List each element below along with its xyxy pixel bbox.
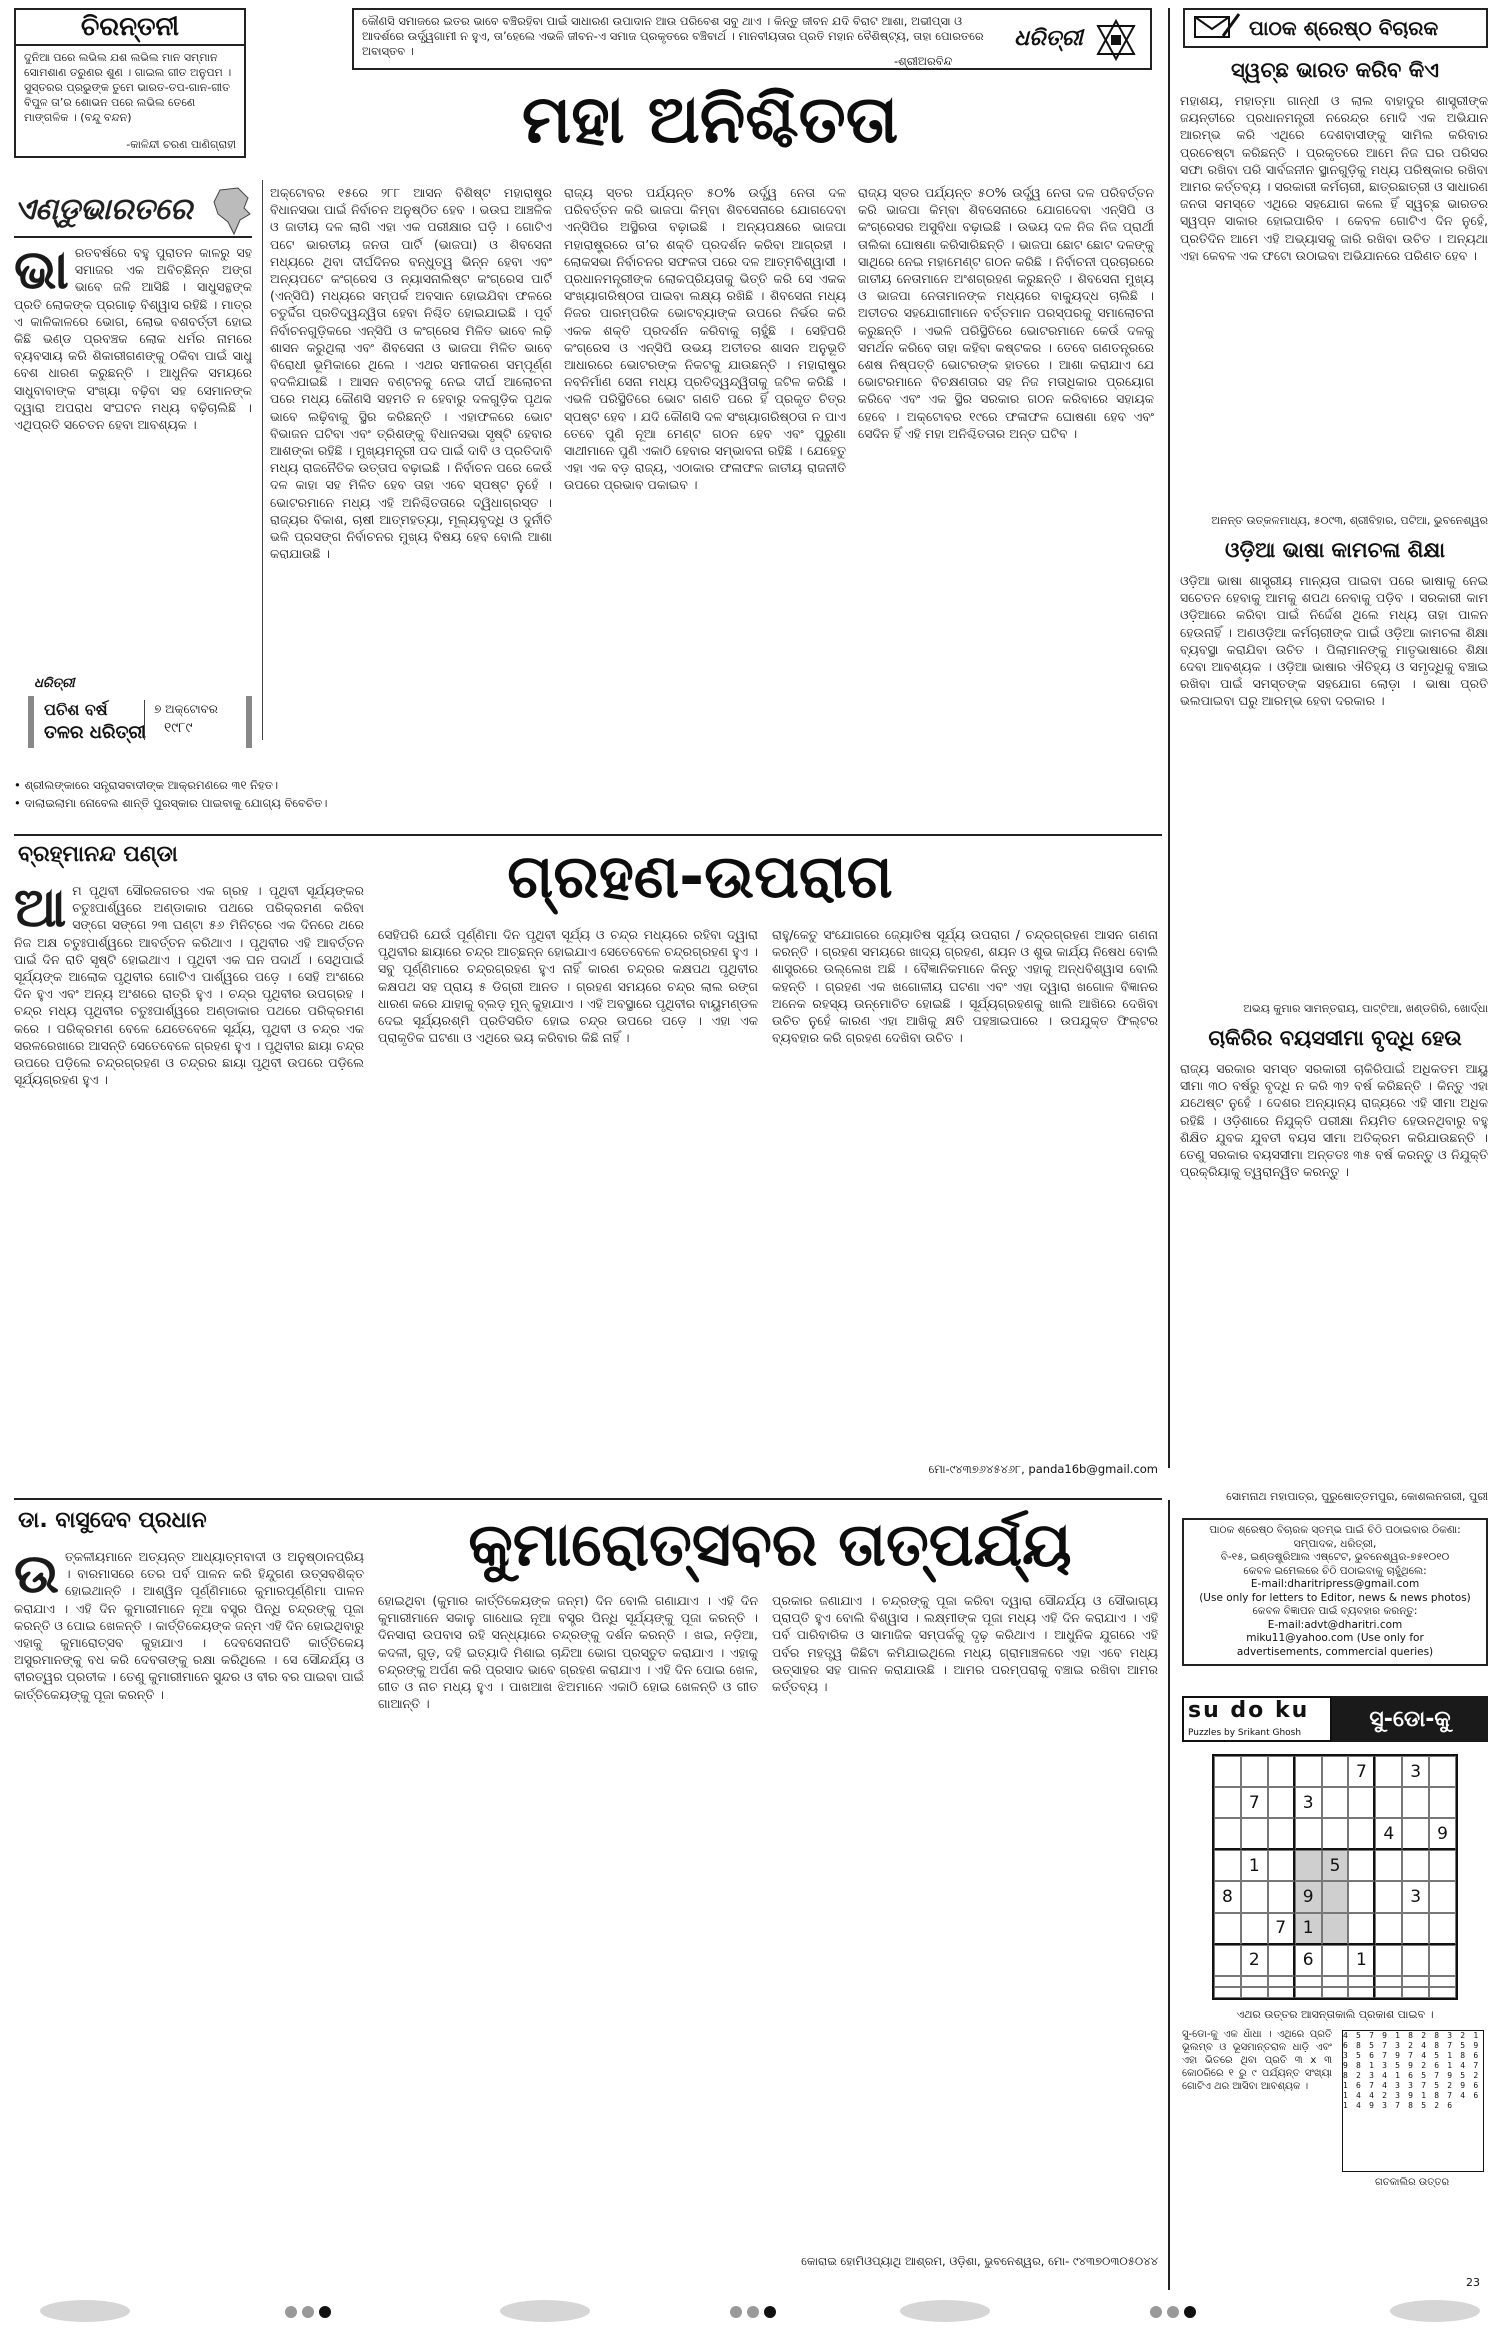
sudoku-answer-caption: ଗତକାଲିର ଉତ୍ତର — [1374, 2177, 1450, 2188]
column-divider — [262, 180, 263, 740]
contact-email[interactable]: E-mail:dharitripress@gmail.com — [1250, 1578, 1420, 1590]
sudoku-cell[interactable] — [1402, 1818, 1429, 1850]
sudoku-cell[interactable] — [1348, 1913, 1375, 1945]
sudoku-cell[interactable]: 8 — [1214, 1881, 1241, 1912]
sudoku-cell[interactable] — [1348, 1976, 1375, 1987]
section-rule — [14, 834, 1162, 836]
dharitri-25yrs-date: ୭ ଅକ୍ଟୋବର — [154, 702, 218, 716]
sudoku-cell[interactable]: 9 — [1295, 1881, 1322, 1912]
sudoku-cell[interactable] — [1268, 1756, 1295, 1787]
letter-3-author: ସୋମନାଥ ମହାପାତ୍ର, ପୁରୁଷୋତ୍ତମପୁର, କୋଶଲନଗରୀ, ପୁରୀ — [1226, 1490, 1488, 1503]
readers-box-header — [1183, 8, 1488, 48]
quote-text: କୌଣସି ସମାଜରେ ଇତର ଭାବେ ବଞ୍ଚିରହିବା ପାଇଁ ସାଧାରଣ ଉପାଦାନ ଆଉ ପରିବେଶ ସବୁ ଥାଏ । କିନ୍ତୁ ଜୀବନ ଯଦି ବିରାଟ ଆଶା, ଅଭୀପ୍ସା ଓ ଆଦର୍ଶରେ ଉର୍ଦ୍ଧ୍ୱଗାମୀ ନ ହୁଏ, ତା’ହେଲେ ଏଭଳି ଜୀବନ-ଏ ସମାଜ ପ୍ରକୃତରେ ବଞ୍ଚିବାର୍ଥ । ମାନବୀୟତାର ପ୍ରତି ମହାନ ବୈଶିଷ୍ଟ୍ୟ, ତାହା ପୋରତରେ ଅବାସ୍ତବ । — [362, 14, 984, 58]
sudoku-cell[interactable] — [1268, 1987, 1295, 1998]
sudoku-cell[interactable] — [1241, 1881, 1268, 1912]
footer-oval-decor — [500, 2300, 590, 2322]
sudoku-cell[interactable] — [1429, 1976, 1456, 1987]
grahan-column-1 — [14, 882, 364, 1482]
letter-2-body: ଓଡ଼ିଆ ଭାଷା ଶାସ୍ତ୍ରୀୟ ମାନ୍ୟତା ପାଇବା ପରେ ଭାଷାକୁ ନେଇ ସଚେତନ ହେବାକୁ ଆମକୁ ଶପଥ ନେବାକୁ ପଡ଼ିବ । ସରକାରୀ କାମ ଓଡ଼ିଆରେ କରିବା ପାଇଁ ନିର୍ଦ୍ଦେଶ ଥିଲେ ମଧ୍ୟ ତାହା ପାଳନ ହେଉନାହିଁ । ଅଣଓଡ଼ିଆ କର୍ମଚାରୀଙ୍କ ପାଇଁ ଓଡ଼ିଆ କାମଚଳା ଶିକ୍ଷା ବ୍ୟବସ୍ଥା କରାଯିବା ଉଚିତ । ପିଲାମାନଙ୍କୁ ମାତୃଭାଷାରେ ଶିକ୍ଷା ଦେବା ଆବଶ୍ୟକ । ଓଡ଼ିଆ ଭାଷାର ଐତିହ୍ୟ ଓ ସମୃଦ୍ଧିକୁ ବଞ୍ଚାଇ ରଖିବା ପାଇଁ ସମସ୍ତଙ୍କ ସହଯୋଗ ଲୋଡ଼ା । ଭାଷା ପ୍ରତି ଭଲପାଇବା ଘରୁ ଆରମ୍ଭ ହେବା ଦରକାର । — [1180, 573, 1488, 709]
sudoku-cell[interactable] — [1295, 1818, 1322, 1850]
letter-2-title: ଓଡ଼ିଆ ଭାଷା କାମଚଳା ଶିକ୍ଷା — [1224, 538, 1446, 562]
sudoku-cell[interactable]: 5 — [1322, 1850, 1349, 1881]
sudoku-cell[interactable] — [1429, 1756, 1456, 1787]
sudoku-cell[interactable]: 7 — [1241, 1787, 1268, 1818]
footer-dot-icon — [319, 2306, 331, 2318]
sudoku-cell[interactable]: 2 — [1241, 1945, 1268, 1976]
chirantani-poem: ଦୁନିଆ ପରେ ଲଭିଲ ଯଶ ଲଭିଲ ମାନ ସମ୍ମାନ ସୋମଶାଣ ତରୁଣର ଶୁଣ । ଗାଇଲ ଗୀତ ଅନୁପମ । ସୁସ୍ତରର ପ୍ରଭୁଙ୍କ ତୁମେ ଭାରତ-ତପ-ଗାନ-ଗୀତ ବିପୁଳ ତା’ର ଶୋଭନ ପରେ ଲଭିଲ ତେଣେ ମାଙ୍ଗଳିକ । (ବନ୍ଦୁ ବନ୍ଦନ) — [24, 51, 232, 124]
letter-1-body: ମହାଶୟ, ମହାତ୍ମା ଗାନ୍ଧୀ ଓ ଲାଲ ବାହାଦୁର ଶାସ୍ତ୍ରୀଙ୍କ ଜୟନ୍ତୀରେ ପ୍ରଧାନମନ୍ତ୍ରୀ ନରେନ୍ଦ୍ର ମୋଦି ଏକ ଅଭିଯାନ ଆରମ୍ଭ କରି ଏଥିରେ ଦେଶବାସୀଙ୍କୁ ସାମିଲ କରିବାର ପ୍ରଚେଷ୍ଟା କରିଛନ୍ତି । ପ୍ରକୃତରେ ଆମେ ନିଜ ଘର ପରିସର ସଫା ରଖିବା ପରି ସାର୍ବଜନୀନ ସ୍ଥାନଗୁଡ଼ିକୁ ମଧ୍ୟ ପରିଷ୍କାର ରଖିବା ଆମର କର୍ତ୍ତବ୍ୟ । ସରକାରୀ କର୍ମଚାରୀ, ଛାତ୍ରଛାତ୍ରୀ ଓ ସାଧାରଣ ଜନତା ସମସ୍ତେ ଏଥିରେ ସହଯୋଗ କଲେ ହିଁ ସ୍ୱଚ୍ଛ ଭାରତର ସ୍ୱପ୍ନ ସାକାର ହୋଇପାରିବ । କେବଳ ଗୋଟିଏ ଦିନ ନୁହେଁ, ପ୍ରତିଦିନ ଆମେ ଏହି ଅଭ୍ୟାସକୁ ଜାରି ରଖିବା ଉଚିତ । ଅନ୍ୟଥା ଏହା କେବଳ ଏକ ଫଟୋ ଉଠାଇବା ଅଭିଯାନରେ ପରିଣତ ହେବ । — [1180, 93, 1488, 263]
sudoku-cell[interactable] — [1295, 1756, 1322, 1787]
news-bullet-text: ଶ୍ରୀଲଙ୍କାରେ ସନ୍ତ୍ରାସବାଦୀଙ୍କ ଆକ୍ରମଣରେ ୩୧ ନିହତ। — [24, 778, 279, 792]
sudoku-cell[interactable] — [1375, 1850, 1402, 1881]
star-emblem-icon — [1094, 18, 1138, 62]
sudoku-cell[interactable] — [1268, 1787, 1295, 1818]
kumara-headline: କୁମାରୋତ୍ସବର ତାତ୍ପର୍ଯ୍ୟ — [468, 1510, 1072, 1580]
sudoku-cell[interactable]: 1 — [1295, 1913, 1322, 1945]
sudoku-rules: ସୁ-ଡୋ-କୁ ଏକ ଧାଁଧା । ଏଥିରେ ପ୍ରତି ଭୂଲମ୍ବ ଓ ଭୂସମାନ୍ତରାଳ ଧାଡ଼ି ଏବଂ ଏହା ଭିତରେ ଥିବା ପ୍ରତି ୩ x ୩ କୋଠରିରେ ୧ ରୁ ୯ ପର୍ଯ୍ୟନ୍ତ ସଂଖ୍ୟା ଗୋଟିଏ ଥର ଆସିବା ଆବଶ୍ୟକ । — [1182, 2029, 1332, 2092]
main-headline: ମହା ଅନିଶ୍ଚିତତା — [521, 81, 899, 158]
contact-line: କେବଳ ବିଜ୍ଞାପନ ପାଇଁ ବ୍ୟବହାର କରନ୍ତୁ: — [1252, 1605, 1418, 1617]
sudoku-cell[interactable]: 6 — [1295, 1945, 1322, 1976]
kumara-author: ଡା. ବାସୁଦେବ ପ୍ରଧାନ — [18, 1508, 207, 1533]
contact-line: ପାଠକ ଶ୍ରେଷ୍ଠ ବିଚାରକ ସ୍ତମ୍ଭ ପାଇଁ ଚିଠି ପଠାଇବାର ଠିକଣା: — [1209, 1524, 1461, 1536]
kumara-column-1 — [14, 1548, 364, 2268]
sudoku-cell[interactable] — [1295, 1987, 1322, 1998]
sudoku-cell[interactable] — [1268, 1945, 1295, 1976]
grahan-contact: ମୋ-୯୪୩୭୬୪୫୪୬୮, panda16b@gmail.com — [928, 1462, 1158, 1476]
grahan-dropcap: ଆ — [14, 882, 67, 939]
readers-box-title: ପାଠକ ଶ୍ରେଷ୍ଠ ବିଚାରକ — [1249, 16, 1439, 40]
ebhalarat-dropcap: ଭା — [14, 244, 69, 301]
sudoku-cell[interactable]: 3 — [1402, 1881, 1429, 1912]
editorial-column-3: ରାଜ୍ୟ ସ୍ତର ପର୍ଯ୍ୟନ୍ତ ୫୦% ଉର୍ଦ୍ଧ୍ୱ ନେତା ଦଳ ପରିବର୍ତ୍ତନ କରି ଭାଜପା କିମ୍ବା ଶିବସେନାରେ ଯୋଗଦେବା ଏନ୍‌ସିପି ଓ କଂଗ୍ରେସର ଅସୁବିଧା ବଢ଼ାଇଛି । ଉଭୟ ଦଳ ନିଜ ନିଜ ପ୍ରାର୍ଥୀ ତାଲିକା ଘୋଷଣା କରିସାରିଛନ୍ତି । ଭାଜପା ଛୋଟ ଛୋଟ ଦଳଙ୍କୁ ସାଥିରେ ନେଇ ମହାମେଣ୍ଟ ଗଠନ କରିଛି । ନିର୍ବାଚନୀ ପ୍ରଚାରରେ ଜାତୀୟ ନେତାମାନେ ଅଂଶଗ୍ରହଣ କରୁଛନ୍ତି । ଶିବସେନା ମୁଖ୍ୟ ଓ ଭାଜପା ନେତାମାନଙ୍କ ମଧ୍ୟରେ ବାକ୍ୟୁଦ୍ଧ ଚାଲିଛି । ଅତୀତର ସହଯୋଗୀମାନେ ବର୍ତ୍ତମାନ ପରସ୍ପରକୁ ସମାଲୋଚନା କରୁଛନ୍ତି । ଏଭଳି ପରିସ୍ଥିତିରେ ଭୋଟରମାନେ କେଉଁ ଦଳକୁ ସମର୍ଥନ କରିବେ ତାହା କହିବା କଷ୍ଟକର । ତେବେ ଗଣତନ୍ତ୍ରରେ ଶେଷ ନିଷ୍ପତ୍ତି ଭୋଟରଙ୍କ ହାତରେ । ଆଶା କରାଯାଏ ଯେ ଭୋଟରମାନେ ବିଚକ୍ଷଣତାର ସହ ନିଜ ମତାଧିକାର ପ୍ରୟୋଗ କରିବେ ଏବଂ ଏକ ସ୍ଥିର ସରକାର ଗଠନ କରିବାରେ ସହାୟକ ହେବେ । ଅକ୍ଟୋବର ୧୯ରେ ଫଳାଫଳ ଘୋଷଣା ହେବ ଏବଂ ସେଦିନ ହିଁ ଏହି ମହା ଅନିଶ୍ଚିତତାର ଅନ୍ତ ଘଟିବ । — [858, 185, 1154, 441]
news-bullet: • ଶ୍ରୀଲଙ୍କାରେ ସନ୍ତ୍ରାସବାଦୀଙ୍କ ଆକ୍ରମଣରେ ୩୧ ନିହତ। — [14, 778, 279, 792]
sudoku-cell[interactable] — [1214, 1913, 1241, 1945]
sudoku-cell[interactable] — [1268, 1818, 1295, 1850]
editorial-column-1: ଅକ୍ଟୋବର ୧୫ରେ ୨୮୮ ଆସନ ବିଶିଷ୍ଟ ମହାରାଷ୍ଟ୍ର ବିଧାନସଭା ପାଇଁ ନିର୍ବାଚନ ଅନୁଷ୍ଠିତ ହେବ । ଭଉଘ ଆଞ୍ଚଳିକ ଓ ଜାତୀୟ ଦଳ ଲାଗି ଏହା ଏକ ପରୀକ୍ଷାର ଘଡ଼ି । ଗୋଟିଏ ପଟେ ଭାରତୀୟ ଜନତା ପାର୍ଟି (ଭାଜପା) ଓ ଶିବସେନା ମଧ୍ୟରେ ଥିବା ଦୀର୍ଘଦିନର ବନ୍ଧୁତ୍ୱ ଭିନ୍ନ ହେବା ଏବଂ ଅନ୍ୟପଟେ କଂଗ୍ରେସ ଓ ନ୍ୟାସନାଲିଷ୍ଟ କଂଗ୍ରେସ ପାର୍ଟି (ଏନ୍‌ସିପି) ମଧ୍ୟରେ ସମ୍ପର୍କ ଅବସାନ ହୋଇଯିବା ଫଳରେ ଚତୁର୍ଦ୍ଦିଗ ପ୍ରତିଦ୍ୱନ୍ଦ୍ୱିତା ହେବା ନିଶ୍ଚିତ ହୋଇଯାଇଛି । ପୂର୍ବ ନିର୍ବାଚନଗୁଡ଼ିକରେ ଏନ୍‌ସିପି ଓ କଂଗ୍ରେସ ମିଳିତ ଭାବେ ଲଢ଼ି ଶାସନ କରୁଥିଲା ଏବଂ ଶିବସେନା ଓ ଭାଜପା ମିଳିତ ଭାବେ ବିରୋଧୀ ଭୂମିକାରେ ଥିଲେ । ଏଥର ସମୀକରଣ ସମ୍ପୂର୍ଣ୍ଣ ବଦଳିଯାଇଛି । ଆସନ ବଣ୍ଟନକୁ ନେଇ ଦୀର୍ଘ ଆଲୋଚନା ପରେ ମଧ୍ୟ କୌଣସି ସହମତି ନ ହେବାରୁ ଦଳଗୁଡ଼ିକ ପୃଥକ ଭାବେ ଲଢ଼ିବାକୁ ସ୍ଥିର କରିଛନ୍ତି । ଏହାଫଳରେ ଭୋଟ ବିଭାଜନ ଘଟିବା ଏବଂ ତ୍ରିଶଙ୍କୁ ବିଧାନସଭା ସୃଷ୍ଟି ହେବାର ଆଶଙ୍କା ରହିଛି । ମୁଖ୍ୟମନ୍ତ୍ରୀ ପଦ ପାଇଁ ଦାବି ଓ ପ୍ରତିଦାବି ମଧ୍ୟ ରାଜନୈତିକ ଉତ୍ତାପ ବଢ଼ାଇଛି । ନିର୍ବାଚନ ପରେ କେଉଁ ଦଳ କାହା ସହ ମିଳିତ ହେବ ତାହା ଏବେ ସ୍ପଷ୍ଟ ନୁହେଁ । ଭୋଟରମାନେ ମଧ୍ୟ ଏହି ଅନିଶ୍ଚିତତାରେ ଦ୍ୱିଧାଗ୍ରସ୍ତ । ରାଜ୍ୟର ବିକାଶ, ଚାଷୀ ଆତ୍ମହତ୍ୟା, ମୂଲ୍ୟବୃଦ୍ଧି ଓ ଦୁର୍ନୀତି ଭଳି ପ୍ରସଙ୍ଗ ନିର୍ବାଚନର ମୁଖ୍ୟ ବିଷୟ ହେବ ବୋଲି ଆଶା କରାଯାଉଛି । — [270, 185, 552, 562]
sudoku-cell[interactable] — [1322, 1756, 1349, 1787]
contact-line: କେବଳ ଇମେଲରେ ଚିଠି ପଠାଇବାକୁ ଚାହୁଁଥିଲେ: — [1243, 1564, 1427, 1577]
footer-dot-icon — [764, 2306, 776, 2318]
footer-dot-icon — [1184, 2306, 1196, 2318]
sudoku-cell[interactable] — [1375, 1913, 1402, 1945]
contact-email[interactable]: miku11@yahoo.com (Use only for — [1246, 1632, 1424, 1644]
footer-oval-decor — [1390, 2300, 1480, 2322]
sudoku-cell[interactable] — [1348, 1987, 1375, 1998]
footer-dot-icon — [747, 2306, 759, 2318]
sudoku-cell[interactable] — [1429, 1987, 1456, 1998]
kumara-column-2: ହୋଇଥିବା (କୁମାର କାର୍ତ୍ତିକେୟଙ୍କ ଜନ୍ମ) ଦିନ ବୋଲି ଗଣାଯାଏ । ଏହି ଦିନ କୁମାରୀମାନେ ସକାଳୁ ଗାଧୋଇ ନୂଆ ବସ୍ତ୍ର ପିନ୍ଧି ସୂର୍ଯ୍ୟଙ୍କୁ ପୂଜା କରନ୍ତି । ଦିନସାରା ଉପବାସ ରହି ସନ୍ଧ୍ୟାରେ ଚନ୍ଦ୍ରଙ୍କୁ ଦର୍ଶନ କରନ୍ତି । ଖଇ, ନଡ଼ିଆ, କଦଳୀ, ଗୁଡ଼, ଦହି ଇତ୍ୟାଦି ମିଶାଇ ଚାନ୍ଦିଆ ଭୋଗ ପ୍ରସ୍ତୁତ କରାଯାଏ । ଏହାକୁ ଚନ୍ଦ୍ରଙ୍କୁ ଅର୍ପଣ କରି ପ୍ରସାଦ ଭାବେ ଗ୍ରହଣ କରାଯାଏ । ଏହି ଦିନ ପୋଇ ଖେଳ, ଗୀତ ଓ ନାଚ ମଧ୍ୟ ହୁଏ । ପାଖଆଖ ଝିଅମାନେ ଏକାଠି ହୋଇ ଖେଳନ୍ତି ଓ ଗୀତ ଗାଆନ୍ତି । — [378, 1593, 758, 1712]
sudoku-cell[interactable] — [1295, 1976, 1322, 1987]
sudoku-cell[interactable] — [1295, 1850, 1322, 1881]
sudoku-cell[interactable]: 4 — [1375, 1818, 1402, 1850]
sudoku-cell[interactable] — [1402, 1987, 1429, 1998]
kumara-column-3: ପ୍ରକାର ଜଣାଯାଏ । ଚନ୍ଦ୍ରଙ୍କୁ ପୂଜା କରିବା ଦ୍ୱାରା ସୌନ୍ଦର୍ଯ୍ୟ ଓ ସୌଭାଗ୍ୟ ପ୍ରାପ୍ତି ହୁଏ ବୋଲି ବିଶ୍ୱାସ । ଲକ୍ଷ୍ମୀଙ୍କ ପୂଜା ମଧ୍ୟ ଏହି ଦିନ କରାଯାଏ । ଏହି ପର୍ବ ପାରିବାରିକ ଓ ସାମାଜିକ ସମ୍ପର୍କକୁ ଦୃଢ଼ କରିଥାଏ । ଆଧୁନିକ ଯୁଗରେ ଏହି ପର୍ବର ମହତ୍ତ୍ୱ କିଛିଟା କମିଯାଇଥିଲେ ମଧ୍ୟ ଗ୍ରାମାଞ୍ଚଳରେ ଏହା ଏବେ ମଧ୍ୟ ଉତ୍ସାହର ସହ ପାଳନ କରାଯାଉଛି । ଆମର ପରମ୍ପରାକୁ ବଞ୍ଚାଇ ରଖିବା ଆମର କର୍ତ୍ତବ୍ୟ । — [772, 1593, 1158, 1695]
footer-dot-icon — [730, 2306, 742, 2318]
section-rule — [14, 1498, 1162, 1500]
contact-box — [1182, 1518, 1488, 1666]
ebhalarat-body — [14, 244, 252, 664]
sudoku-byline: Puzzles by Srikant Ghosh — [1188, 1728, 1302, 1738]
sudoku-cell[interactable] — [1375, 1976, 1402, 1987]
sudoku-cell[interactable] — [1348, 1881, 1375, 1912]
sudoku-cell[interactable]: 9 — [1429, 1818, 1456, 1850]
sudoku-cell[interactable] — [1214, 1987, 1241, 1998]
news-bullet: • ଦାଲାଇଲାମା ନୋବେଲ ଶାନ୍ତି ପୁରସ୍କାର ପାଇବାକୁ ଯୋଗ୍ୟ ବିବେଚିତ। — [14, 796, 328, 810]
sudoku-cell[interactable] — [1241, 1976, 1268, 1987]
sudoku-answer-grid: 4 5 7 9 1 8 2 8 3 2 1 6 8 5 7 3 2 4 8 7 5 9 3 5 6 7 9 7 4 5 1 8 6 9 8 1 3 5 9 2 6 1 4 7 8 2 3 4 1 6 5 7 9 5 2 1 6 7 4 3 3 7 5 2 9 6 1 4 4 2 3 9 1 8 7 4 6 1 4 9 3 7 8 5 2 6 — [1342, 2030, 1484, 2172]
india-map-icon — [210, 186, 254, 236]
ebhalarat-text: ରତବର୍ଷରେ ବହୁ ପୁରାତନ କାଳରୁ ସହ ସମାଜର ଏକ ଅବିଚ୍ଛିନ୍ନ ଅଙ୍ଗ ଭାବେ ଜଳି ଆସିଛି । ସାଧୁସନ୍ଥଙ୍କ ପ୍ରତି ଲୋକଙ୍କ ପ୍ରଗାଢ଼ ବିଶ୍ୱାସ ରହିଛି । ମାତ୍ର ଏ କାଳିକାଳରେ ଭୋଗ, ଲୋଭ ବଶବର୍ତ୍ତୀ ହୋଇ କିଛି ଭଣ୍ଡ ପ୍ରବଞ୍ଚକ ଲୋକ ଧର୍ମର ନାମରେ ବ୍ୟବସାୟ କରି ଶିକାରୀଗଣଙ୍କୁ ଠକିବା ପାଇଁ ସାଧୁ ବେଶ ଧାରଣ କରୁଛନ୍ତି । ଆଧୁନିକ ସମୟରେ ସାଧୁବାବାଙ୍କ ସଂଖ୍ୟା ବଢ଼ିବା ସହ ସେମାନଙ୍କ ଦ୍ୱାରା ଅପରାଧ ସଂଘଟନ ମଧ୍ୟ ବଢ଼ିଚାଲିଛି । ଏଥିପ୍ରତି ସଚେତନ ହେବା ଆବଶ୍ୟକ । — [14, 245, 252, 433]
sudoku-cell[interactable] — [1402, 1787, 1429, 1818]
letter-1-title: ସ୍ୱଚ୍ଛ ଭାରତ କରିବ କିଏ — [1231, 58, 1439, 82]
letter-3-body: ରାଜ୍ୟ ସରକାର ସମସ୍ତ ସରକାରୀ ଚାକିରିପାଇଁ ଅଧିକତମ ଆୟୁ ସୀମା ୩୦ ବର୍ଷରୁ ବୃଦ୍ଧି ନ କରି ୩୨ ବର୍ଷ କରିଛନ୍ତି । କିନ୍ତୁ ଏହା ଯଥେଷ୍ଟ ନୁହେଁ । ଦେଶର ଅନ୍ୟାନ୍ୟ ରାଜ୍ୟରେ ଏହି ସୀମା ଅଧିକ ରହିଛି । ଓଡ଼ିଶାରେ ନିଯୁକ୍ତି ପରୀକ୍ଷା ନିୟମିତ ହେଉନଥିବାରୁ ବହୁ ଶିକ୍ଷିତ ଯୁବକ ଯୁବତୀ ବୟସ ସୀମା ଅତିକ୍ରମ କରିଯାଉଛନ୍ତି । ତେଣୁ ସରକାର ବୟସସୀମା ଅନ୍ତତଃ ୩୫ ବର୍ଷ କରନ୍ତୁ ଓ ନିଯୁକ୍ତି ପ୍ରକ୍ରିୟାକୁ ତ୍ୱରାନ୍ୱିତ କରନ୍ତୁ । — [1180, 1061, 1488, 1180]
contact-email[interactable]: E-mail:advt@dharitri.com — [1267, 1618, 1403, 1631]
sudoku-cell[interactable] — [1322, 1945, 1349, 1976]
chirantani-author: -କାଳିନ୍ଦୀ ଚରଣ ପାଣିଗ୍ରାହୀ — [126, 138, 236, 151]
sudoku-cell[interactable] — [1322, 1976, 1349, 1987]
sudoku-grid[interactable] — [1212, 1754, 1458, 2000]
sudoku-cell[interactable] — [1214, 1756, 1241, 1787]
sudoku-cell[interactable] — [1322, 1881, 1349, 1912]
footer-dot-icon — [302, 2306, 314, 2318]
sudoku-cell[interactable]: 7 — [1348, 1756, 1375, 1787]
sudoku-cell[interactable] — [1348, 1818, 1375, 1850]
grahan-headline: ଗ୍ରହଣ-ଉପରାଗ — [507, 842, 893, 912]
grahan-text: ମ ପୃଥିବୀ ସୌରଜଗତର ଏକ ଗ୍ରହ । ପୃଥିବୀ ସୂର୍ଯ୍ୟଙ୍କର ଚତୁଃପାର୍ଶ୍ୱରେ ଅଣ୍ଡାକାର ପଥରେ ପରିକ୍ରମଣ କରିବା ସଙ୍ଗେ ସଙ୍ଗେ ୨୩ ଘଣ୍ଟା ୫୬ ମିନିଟ୍‌ରେ ଏକ ଦିନରେ ଥରେ ନିଜ ଅକ୍ଷ ଚତୁଃପାର୍ଶ୍ୱରେ ଆବର୍ତ୍ତନ କରିଥାଏ । ପୃଥିବୀର ଏହି ଆବର୍ତ୍ତନ ପାଇଁ ଦିନ ରାତି ସୃଷ୍ଟି ହୋଇଥାଏ । ପୃଥିବୀ ଏକ ଘନ ପଦାର୍ଥ । ସେଥିପାଇଁ ସୂର୍ଯ୍ୟଙ୍କ ଆଲୋକ ପୃଥିବୀର ଗୋଟିଏ ପାର୍ଶ୍ୱରେ ପଡ଼େ । ସେହି ଅଂଶରେ ଦିନ ହୁଏ ଏବଂ ଅନ୍ୟ ଅଂଶରେ ରାତ୍ରି ହୁଏ । ଚନ୍ଦ୍ର ପୃଥିବୀର ଉପଗ୍ରହ । ଚନ୍ଦ୍ର ମଧ୍ୟ ପୃଥିବୀର ଚତୁଃପାର୍ଶ୍ୱରେ ଅଣ୍ଡାକାର ପଥରେ ପରିକ୍ରମଣ କରେ । ପରିକ୍ରମଣ ବେଳେ ଯେତେବେଳେ ସୂର୍ଯ୍ୟ, ପୃଥିବୀ ଓ ଚନ୍ଦ୍ର ଏକ ସରଳରେଖାରେ ଆସନ୍ତି ସେତେବେଳେ ଗ୍ରହଣ ହୁଏ । ପୃଥିବୀର ଛାୟା ଚନ୍ଦ୍ର ଉପରେ ପଡ଼ିଲେ ଚନ୍ଦ୍ରଗ୍ରହଣ ଓ ଚନ୍ଦ୍ରର ଛାୟା ପୃଥିବୀ ଉପରେ ପଡ଼ିଲେ ସୂର୍ଯ୍ୟଗ୍ରହଣ ହୁଏ । — [14, 883, 364, 1088]
footer-dot-icon — [1167, 2306, 1179, 2318]
footer-dot-icon — [285, 2306, 297, 2318]
sudoku-cell[interactable] — [1429, 1787, 1456, 1818]
sudoku-brand: su do ku — [1188, 1698, 1310, 1723]
sudoku-cell[interactable] — [1402, 1945, 1429, 1976]
sidebar-divider — [1168, 8, 1170, 1468]
sudoku-caption: ଏଥର ଉତ୍ତର ଆସନ୍ତାକାଲି ପ୍ରକାଶ ପାଇବ । — [1236, 2008, 1434, 2021]
sudoku-header — [1182, 1696, 1488, 1742]
kumara-text: ତ୍କଳୀୟମାନେ ଅତ୍ୟନ୍ତ ଆଧ୍ୟାତ୍ମବାଦୀ ଓ ଅନୁଷ୍ଠାନପ୍ରିୟ । ବାରମାସରେ ତେର ପର୍ବ ପାଳନ କରି ହିନ୍ଦୁଗଣ ଉତ୍ସବଶିକ୍ତ ହୋଇଥାନ୍ତି । ଆଶ୍ୱିନ ପୂର୍ଣ୍ଣିମାରେ କୁମାରପୂର୍ଣ୍ଣିମା ପାଳନ କରାଯାଏ । ଏହି ଦିନ କୁମାରୀମାନେ ନୂଆ ବସ୍ତ୍ର ପିନ୍ଧି ଚନ୍ଦ୍ରଙ୍କୁ ପୂଜା କରନ୍ତି ଓ ପୋଇ ଖେଳନ୍ତି । କାର୍ତ୍ତିକେୟଙ୍କ ଜନ୍ମ ଏହି ଦିନ ହୋଇଥିବାରୁ ଏହାକୁ କୁମାରୋତ୍ସବ କୁହାଯାଏ । ଦେବସେନାପତି କାର୍ତ୍ତିକେୟ ଅସୁରମାନଙ୍କୁ ବଧ କରି ଦେବତାଙ୍କୁ ରକ୍ଷା କରିଥିଲେ । ସେ ସୌନ୍ଦର୍ଯ୍ୟ ଓ ବୀରତ୍ୱର ପ୍ରତୀକ । ତେଣୁ କୁମାରୀମାନେ ସୁନ୍ଦର ଓ ବୀର ବର ପାଇବା ପାଇଁ କାର୍ତ୍ତିକେୟଙ୍କୁ ପୂଜା କରନ୍ତି । — [14, 1549, 364, 1702]
dharitri-25yrs-line1: ପଚିଶ ବର୍ଷ — [44, 700, 108, 719]
sudoku-cell[interactable] — [1268, 1850, 1295, 1881]
sudoku-cell[interactable] — [1375, 1987, 1402, 1998]
sudoku-title-odia: ସୁ-ଡୋ-କୁ — [1332, 1696, 1488, 1742]
footer-dot-icon — [1150, 2306, 1162, 2318]
sudoku-cell[interactable] — [1241, 1756, 1268, 1787]
news-bullet-text: ଦାଲାଇଲାମା ନୋବେଲ ଶାନ୍ତି ପୁରସ୍କାର ପାଇବାକୁ ଯୋଗ୍ୟ ବିବେଚିତ। — [24, 796, 328, 810]
contact-line: advertisements, commercial queries) — [1236, 1645, 1434, 1658]
sudoku-cell[interactable] — [1214, 1818, 1241, 1850]
kumara-dropcap: ଉ — [14, 1548, 59, 1605]
sudoku-cell[interactable] — [1375, 1756, 1402, 1787]
dharitri-small-logo: ଧରିତ୍ରୀ — [34, 676, 75, 691]
footer-oval-decor — [40, 2300, 130, 2322]
sudoku-cell[interactable] — [1402, 1976, 1429, 1987]
contact-line: ସମ୍ପାଦକ, ଧରିତ୍ରୀ, — [1293, 1537, 1377, 1550]
sudoku-cell[interactable] — [1214, 1976, 1241, 1987]
sudoku-cell[interactable] — [1322, 1787, 1349, 1818]
footer-oval-decor — [900, 2300, 990, 2322]
sudoku-cell[interactable] — [1429, 1850, 1456, 1881]
editorial-column-2: ରାଜ୍ୟ ସ୍ତର ପର୍ଯ୍ୟନ୍ତ ୫୦% ଉର୍ଦ୍ଧ୍ୱ ନେତା ଦଳ ପରିବର୍ତ୍ତନ କରି ଭାଜପା କିମ୍ବା ଶିବସେନାରେ ଯୋଗଦେବା ଏନ୍‌ସିପିର ଅସ୍ଥିରତା ବଢ଼ାଇଛି । ଅନ୍ୟପକ୍ଷରେ ଭାଜପା ମହାରାଷ୍ଟ୍ରରେ ତା’ର ଶକ୍ତି ପ୍ରଦର୍ଶନ କରିବା ଆଗ୍ରହୀ । ଲୋକସଭା ନିର୍ବାଚନର ସଫଳତା ପରେ ଦଳ ଆତ୍ମବିଶ୍ୱାସୀ । ପ୍ରଧାନମନ୍ତ୍ରୀଙ୍କ ଲୋକପ୍ରିୟତାକୁ ଭିତ୍ତି କରି ସେ ଏକକ ସଂଖ୍ୟାଗରିଷ୍ଠତା ପାଇବା ଲକ୍ଷ୍ୟ ରଖିଛି । ଶିବସେନା ମଧ୍ୟ ନିଜର ପାରମ୍ପରିକ ଭୋଟବ୍ୟାଙ୍କ ଉପରେ ନିର୍ଭର କରି ଏକକ ଶକ୍ତି ପ୍ରଦର୍ଶନ କରିବାକୁ ଚାହୁଁଛି । ସେହିପରି କଂଗ୍ରେସ ଓ ଏନ୍‌ସିପି ଉଭୟ ଅତୀତର ଶାସନ ଅନୁଭୂତି ଆଧାରରେ ଭୋଟରଙ୍କ ନିକଟକୁ ଯାଉଛନ୍ତି । ମହାରାଷ୍ଟ୍ର ନବନିର୍ମାଣ ସେନା ମଧ୍ୟ ପ୍ରତିଦ୍ୱନ୍ଦ୍ୱିତାକୁ ଜଟିଳ କରିଛି । ଏଭଳି ପରିସ୍ଥିତିରେ ଭୋଟ ଗଣତି ପରେ ହିଁ ପ୍ରକୃତ ଚିତ୍ର ସ୍ପଷ୍ଟ ହେବ । ଯଦି କୌଣସି ଦଳ ସଂଖ୍ୟାଗରିଷ୍ଠତା ନ ପାଏ ତେବେ ପୁଣି ନୂଆ ମେଣ୍ଟ ଗଠନ ହେବ ଏବଂ ପୁରୁଣା ସାଥୀମାନେ ପୁଣି ଏକାଠି ହେବାର ସମ୍ଭାବନା ରହିଛି । ଯେହେତୁ ଏହା ଏକ ବଡ଼ ରାଜ୍ୟ, ଏଠାକାର ଫଳାଫଳ ଜାତୀୟ ରାଜନୀତି ଉପରେ ପ୍ରଭାବ ପକାଇବ । — [564, 185, 846, 493]
quote-author: -ଶ୍ରୀଅରବିନ୍ଦ — [894, 54, 953, 68]
sudoku-cell[interactable] — [1429, 1945, 1456, 1976]
sudoku-cell[interactable] — [1348, 1850, 1375, 1881]
sudoku-cell[interactable]: 3 — [1402, 1756, 1429, 1787]
ebhalarat-title: ଏଣ୍ଡୁଭାରତରେ — [14, 192, 193, 227]
letter-3-title: ଚାକିରିର ବୟସସୀମା ବୃଦ୍ଧି ହେଉ — [1208, 1026, 1462, 1050]
sudoku-cell[interactable]: 1 — [1241, 1850, 1268, 1881]
sudoku-cell[interactable] — [1214, 1787, 1241, 1818]
dharitri-25yrs-box — [14, 674, 252, 772]
sudoku-cell[interactable]: 7 — [1268, 1913, 1295, 1945]
sudoku-cell[interactable] — [1268, 1881, 1295, 1912]
sudoku-cell[interactable]: 1 — [1348, 1945, 1375, 1976]
sudoku-cell[interactable] — [1322, 1913, 1349, 1945]
sudoku-divider — [1168, 1500, 1170, 2290]
sudoku-cell[interactable] — [1402, 1913, 1429, 1945]
letter-1-author: ଅନନ୍ତ ଉତ୍କଳମାଧ୍ୟ, ୫୦୯୩, ଶ୍ରୀବିହାର, ପଟିଆ, ଭୁବନେଶ୍ୱର — [1211, 514, 1488, 527]
sudoku-cell[interactable] — [1268, 1976, 1295, 1987]
sudoku-cell[interactable] — [1348, 1787, 1375, 1818]
chirantani-box — [14, 8, 246, 158]
contact-line: (Use only for letters to Editor, news & news photos) — [1199, 1591, 1471, 1604]
sudoku-cell[interactable] — [1375, 1881, 1402, 1912]
grahan-column-3: ରାହୁ/କେତୁ ସଂଯୋଗରେ ଜ୍ୟୋତିଷ ସୂର୍ଯ୍ୟ ଉପରାଗ / ଚନ୍ଦ୍ରଗ୍ରହଣ ଆସନ ଗଣନା କରନ୍ତି । ଗ୍ରହଣ ସମୟରେ ଖାଦ୍ୟ ଗ୍ରହଣ, ଶୟନ ଓ ଶୁଭ କାର୍ଯ୍ୟ ନିଷେଧ ବୋଲି ଶାସ୍ତ୍ରରେ ଉଲ୍ଲେଖ ଅଛି । ବୈଜ୍ଞାନିକମାନେ କିନ୍ତୁ ଏହାକୁ ଅନ୍ଧବିଶ୍ୱାସ ବୋଲି କହନ୍ତି । ଗ୍ରହଣ ଏକ ଖଗୋଳୀୟ ଘଟଣା ଏବଂ ଏହା ଦ୍ୱାରା ଖଗୋଳ ବିଜ୍ଞାନର ଅନେକ ରହସ୍ୟ ଉନ୍ମୋଚିତ ହୋଇଛି । ସୂର୍ଯ୍ୟଗ୍ରହଣକୁ ଖାଲି ଆଖିରେ ଦେଖିବା ଉଚିତ ନୁହେଁ କାରଣ ଏହା ଆଖିକୁ କ୍ଷତି ପହଞ୍ଚାଇପାରେ । ଉପଯୁକ୍ତ ଫିଲ୍ଟର ବ୍ୟବହାର କରି ଗ୍ରହଣ ଦେଖିବା ଉଚିତ । — [772, 927, 1158, 1046]
sudoku-brand-box — [1182, 1696, 1332, 1742]
sudoku-cell[interactable] — [1322, 1818, 1349, 1850]
sudoku-cell[interactable] — [1375, 1787, 1402, 1818]
sudoku-cell[interactable] — [1241, 1818, 1268, 1850]
sudoku-cell[interactable]: 3 — [1295, 1787, 1322, 1818]
dharitri-25yrs-year: ୧୯୮୯ — [164, 720, 193, 736]
dharitri-25yrs-line2: ତଳର ଧରିତ୍ରୀ — [44, 722, 146, 743]
contact-line: ବି-୧୫, ଇଣ୍ଡଷ୍ଟ୍ରିଆଲ ଏଷ୍ଟେଟ, ଭୁବନେଶ୍ୱର-୭୫୧୦୧୦ — [1220, 1551, 1450, 1563]
sudoku-cell[interactable] — [1241, 1913, 1268, 1945]
grahan-column-2: ସେହିପରି ଯେଉଁ ପୂର୍ଣ୍ଣିମା ଦିନ ପୃଥିବୀ ସୂର୍ଯ୍ୟ ଓ ଚନ୍ଦ୍ର ମଧ୍ୟରେ ରହିବା ଦ୍ୱାରା ପୃଥିବୀର ଛାୟାରେ ଚନ୍ଦ୍ର ଆଚ୍ଛନ୍ନ ହୋଇଯାଏ ସେତେବେଳେ ଚନ୍ଦ୍ରଗ୍ରହଣ ହୁଏ । ସବୁ ପୂର୍ଣ୍ଣିମାରେ ଚନ୍ଦ୍ରଗ୍ରହଣ ହୁଏ ନାହିଁ କାରଣ ଚନ୍ଦ୍ରର କକ୍ଷପଥ ପୃଥିବୀର କକ୍ଷପଥ ସହ ପ୍ରାୟ ୫ ଡିଗ୍ରୀ ଆନତ । ଗ୍ରହଣ ସମୟରେ ଚନ୍ଦ୍ର ଲାଲ ରଙ୍ଗ ଧାରଣ କରେ ଯାହାକୁ ବ୍ଲଡ଼ ମୁନ୍ କୁହାଯାଏ । ଏହି ଅବସ୍ଥାରେ ପୃଥିବୀର ବାୟୁମଣ୍ଡଳ ଦେଇ ସୂର୍ଯ୍ୟରଶ୍ମି ପ୍ରତିସରିତ ହୋଇ ଚନ୍ଦ୍ର ଉପରେ ପଡ଼େ । ଏହା ଏକ ପ୍ରାକୃତିକ ଘଟଣା ଓ ଏଥିରେ ଭୟ କରିବାର କିଛି ନାହିଁ । — [378, 927, 758, 1046]
letter-2-author: ଅଭୟ କୁମାର ସାମନ୍ତରାୟ, ପାଟ୍ଟିଆ, ଖଣ୍ଡଗିରି, ଖୋର୍ଦ୍ଧା — [1243, 1002, 1488, 1015]
sudoku-cell[interactable] — [1214, 1945, 1241, 1976]
kumara-contact: କୋରାଇ ହୋମିଓପ୍ୟାଥି ଆଶ୍ରମ, ଓଡ଼ିଶା, ଭୁବନେଶ୍ୱର, ମୋ- ୯୪୩୭୦୩୦୫୦୪୪ — [801, 2254, 1158, 2268]
sudoku-cell[interactable] — [1429, 1881, 1456, 1912]
sudoku-cell[interactable] — [1375, 1945, 1402, 1976]
sudoku-cell[interactable] — [1241, 1987, 1268, 1998]
quote-box — [352, 8, 1152, 70]
ebhalarat-rule — [14, 236, 252, 238]
sudoku-cell[interactable] — [1214, 1850, 1241, 1881]
sudoku-cell[interactable] — [1402, 1850, 1429, 1881]
sudoku-cell[interactable] — [1429, 1913, 1456, 1945]
sudoku-cell[interactable] — [1322, 1987, 1349, 1998]
chirantani-title: ଚିରନ୍ତନୀ — [16, 10, 244, 46]
page-number: 23 — [1466, 2276, 1480, 2289]
envelope-pen-icon — [1193, 12, 1241, 44]
grahan-author: ବ୍ରହ୍ମାନନ୍ଦ ପଣ୍ଡା — [18, 842, 178, 867]
dharitri-logo: ଧରିତ୍ରୀ — [1014, 26, 1083, 51]
